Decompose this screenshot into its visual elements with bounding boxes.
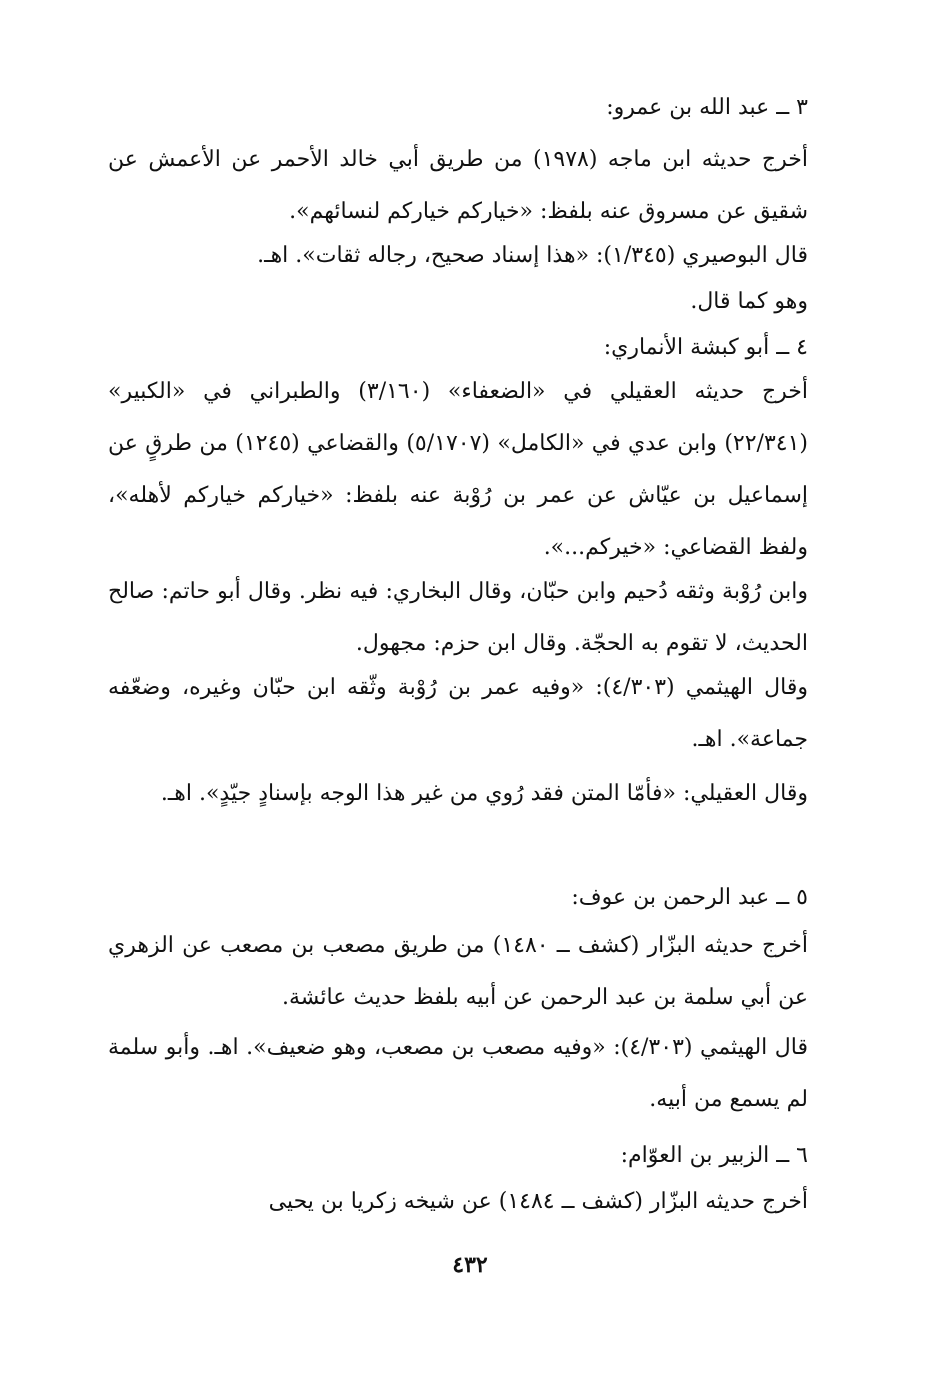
page-number: ٤٣٢	[452, 1252, 488, 1278]
section-4-paragraph-4: وقال العقيلي: «فأمّا المتن فقد رُوي من غير هذا الوجه بإسنادٍ جيّدٍ». اهـ.	[160, 781, 808, 806]
section-4-paragraph-3: وقال الهيثمي (٤/٣٠٣): «وفيه عمر بن رُوْبة وثّقه ابن حبّان وغيره، وضعّفه جماعة». اهـ.	[108, 675, 808, 752]
section-heading-6: ٦ ــ الزبير بن العوّام:	[620, 1143, 808, 1168]
section-4-paragraph-1: أخرج حديثه العقيلي في «الضعفاء» (٣/١٦٠) والطبراني في «الكبير» (٢٢/٣٤١) وابن عدي في «الكامل» (٥/١٧٠٧) والقضاعي (١٢٤٥) من طرقٍ عن إسماعيل بن عيّاش عن عمر بن رُوْبة عنه بلفظ: «خياركم خياركم لأهله»، ولفظ القضاعي: «خيركم...».	[108, 379, 808, 560]
section-5-paragraph-2: قال الهيثمي (٤/٣٠٣): «وفيه مصعب بن مصعب، وهو ضعيف». اهـ. وأبو سلمة لم يسمع من أبيه.	[108, 1035, 809, 1112]
section-heading-4: ٤ ــ أبو كبشة الأنماري:	[603, 335, 808, 360]
section-heading-5: ٥ ــ عبد الرحمن بن عوف:	[571, 885, 808, 910]
section-3-paragraph-3: وهو كما قال.	[690, 289, 808, 314]
section-heading-3: ٣ ــ عبد الله بن عمرو:	[606, 95, 808, 120]
section-3-paragraph-1: أخرج حديثه ابن ماجه (١٩٧٨) من طريق أبي خالد الأحمر عن الأعمش عن شقيق عن مسروق عنه بلفظ: «خياركم خياركم لنسائهم».	[108, 147, 808, 224]
section-3-paragraph-2: قال البوصيري (١/٣٤٥): «هذا إسناد صحيح، رجاله ثقات». اهـ.	[257, 243, 808, 268]
section-6-paragraph-1: أخرج حديثه البزّار (كشف ــ ١٤٨٤) عن شيخه زكريا بن يحيى	[268, 1189, 808, 1214]
section-4-paragraph-2: وابن رُوْبة وثقه دُحيم وابن حبّان، وقال البخاري: فيه نظر. وقال أبو حاتم: صالح الحديث، لا تقوم به الحجّة. وقال ابن حزم: مجهول.	[108, 579, 808, 656]
section-5-paragraph-1: أخرج حديثه البزّار (كشف ــ ١٤٨٠) من طريق مصعب بن مصعب عن الزهري عن أبي سلمة بن عبد الرحمن عن أبيه بلفظ حديث عائشة.	[108, 933, 808, 1010]
